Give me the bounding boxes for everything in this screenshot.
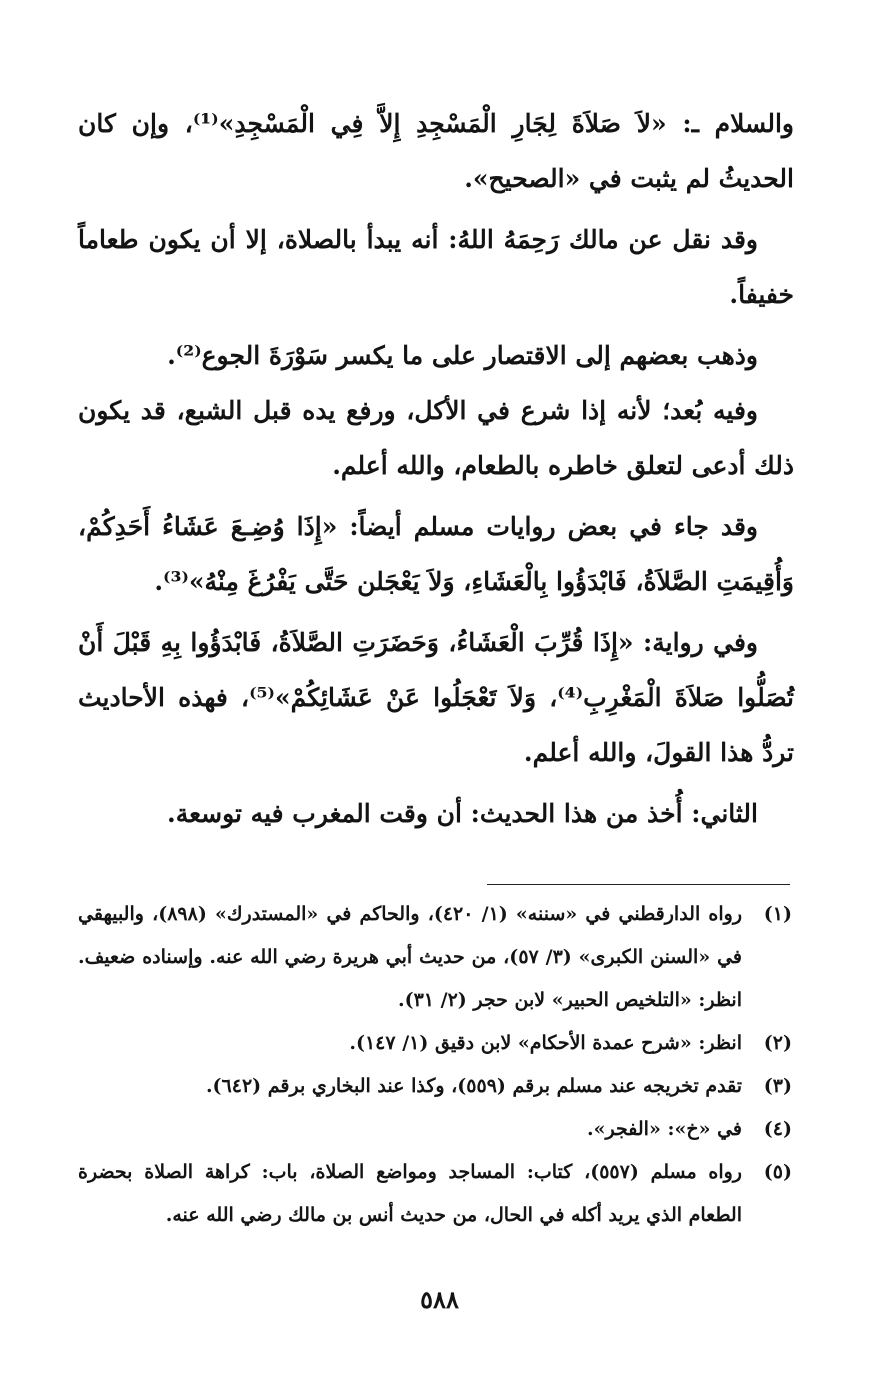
paragraph-1: والسلام ـ: «لاَ صَلاَةَ لِجَارِ الْمَسْجِدِ إِلاَّ فِي الْمَسْجِدِ»⁽¹⁾، وإن كان الحديثُ لم يثبت في «الصحيح».	[78, 109, 794, 193]
footnote-text: تقدم تخريجه عند مسلم برقم (٥٥٩)، وكذا عند البخاري برقم (٦٤٢).	[205, 1075, 742, 1097]
paragraph-5: وقد جاء في بعض روايات مسلم أيضاً: «إِذَا وُضِـعَ عَشَاءُ أَحَدِكُمْ، وَأُقِيمَتِ الصَّلاَةُ، فَابْدَؤُوا بِالْعَشَاءِ، وَلاَ يَعْجَلن حَتَّى يَفْرُغَ مِنْهُ»⁽³⁾.	[78, 512, 794, 596]
paragraph-6: وفي رواية: «إِذَا قُرِّبَ الْعَشَاءُ، وَحَضَرَتِ الصَّلاَةُ، فَابْدَؤُوا بِهِ قَبْلَ أَنْ تُصَلُّوا صَلاَةَ الْمَغْرِبِ⁽⁴⁾، وَلاَ تَعْجَلُوا عَنْ عَشَائِكُمْ»⁽⁵⁾، فهذه الأحاديث تردُّ هذا القولَ، والله أعلم.	[78, 628, 794, 767]
footnote-1	[78, 893, 792, 1022]
paragraph-2: وقد نقل عن مالك رَحِمَهُ اللهُ: أنه يبدأ بالصلاة، إلا أن يكون طعاماً خفيفاً.	[78, 225, 794, 309]
footnote-2	[78, 1022, 792, 1065]
footnote-text: رواه مسلم (٥٥٧)، كتاب: المساجد ومواضع الصلاة، باب: كراهة الصلاة بحضرة الطعام الذي يريد أكله في الحال، من حديث أنس بن مالك رضي الله عنه.	[78, 1161, 742, 1226]
footnote-number: (٥)	[763, 1161, 792, 1183]
footnotes	[78, 893, 792, 1237]
footnote-divider	[487, 884, 790, 885]
footnote-number: (٣)	[763, 1075, 792, 1097]
footnote-text: رواه الدارقطني في «سننه» (١/ ٤٢٠)، والحاكم في «المستدرك» (٨٩٨)، والبيهقي في «السنن الكبرى» (٣/ ٥٧)، من حديث أبي هريرة رضي الله عنه. وإسناده ضعيف. انظر: «التلخيص الحبير» لابن حجر (٢/ ٣١).	[78, 903, 743, 1011]
footnote-text: انظر: «شرح عمدة الأحكام» لابن دقيق (١/ ١٤٧).	[349, 1032, 742, 1054]
point-text: أُخذ من هذا الحديث: أن وقت المغرب فيه توسعة.	[166, 799, 692, 828]
footnote-number: (٢)	[763, 1032, 792, 1054]
footnote-text: في «خ»: «الفجر».	[587, 1118, 742, 1140]
paragraph-3: وذهب بعضهم إلى الاقتصار على ما يكسر سَوْرَةَ الجوع⁽²⁾.	[167, 341, 758, 370]
footnote-number: (٤)	[763, 1118, 792, 1140]
footnote-5	[78, 1151, 792, 1237]
paragraph-7	[78, 786, 794, 841]
footnote-4	[78, 1108, 792, 1151]
page-number: ٥٨٨	[420, 1285, 459, 1314]
footnote-number: (١)	[763, 903, 792, 925]
main-text	[78, 96, 794, 841]
point-label: الثاني:	[691, 799, 758, 828]
footnote-3	[78, 1065, 792, 1108]
paragraph-4: وفيه بُعد؛ لأنه إذا شرع في الأكل، ورفع يده قبل الشبع، قد يكون ذلك أدعى لتعلق خاطره بالطعام، والله أعلم.	[78, 396, 794, 480]
